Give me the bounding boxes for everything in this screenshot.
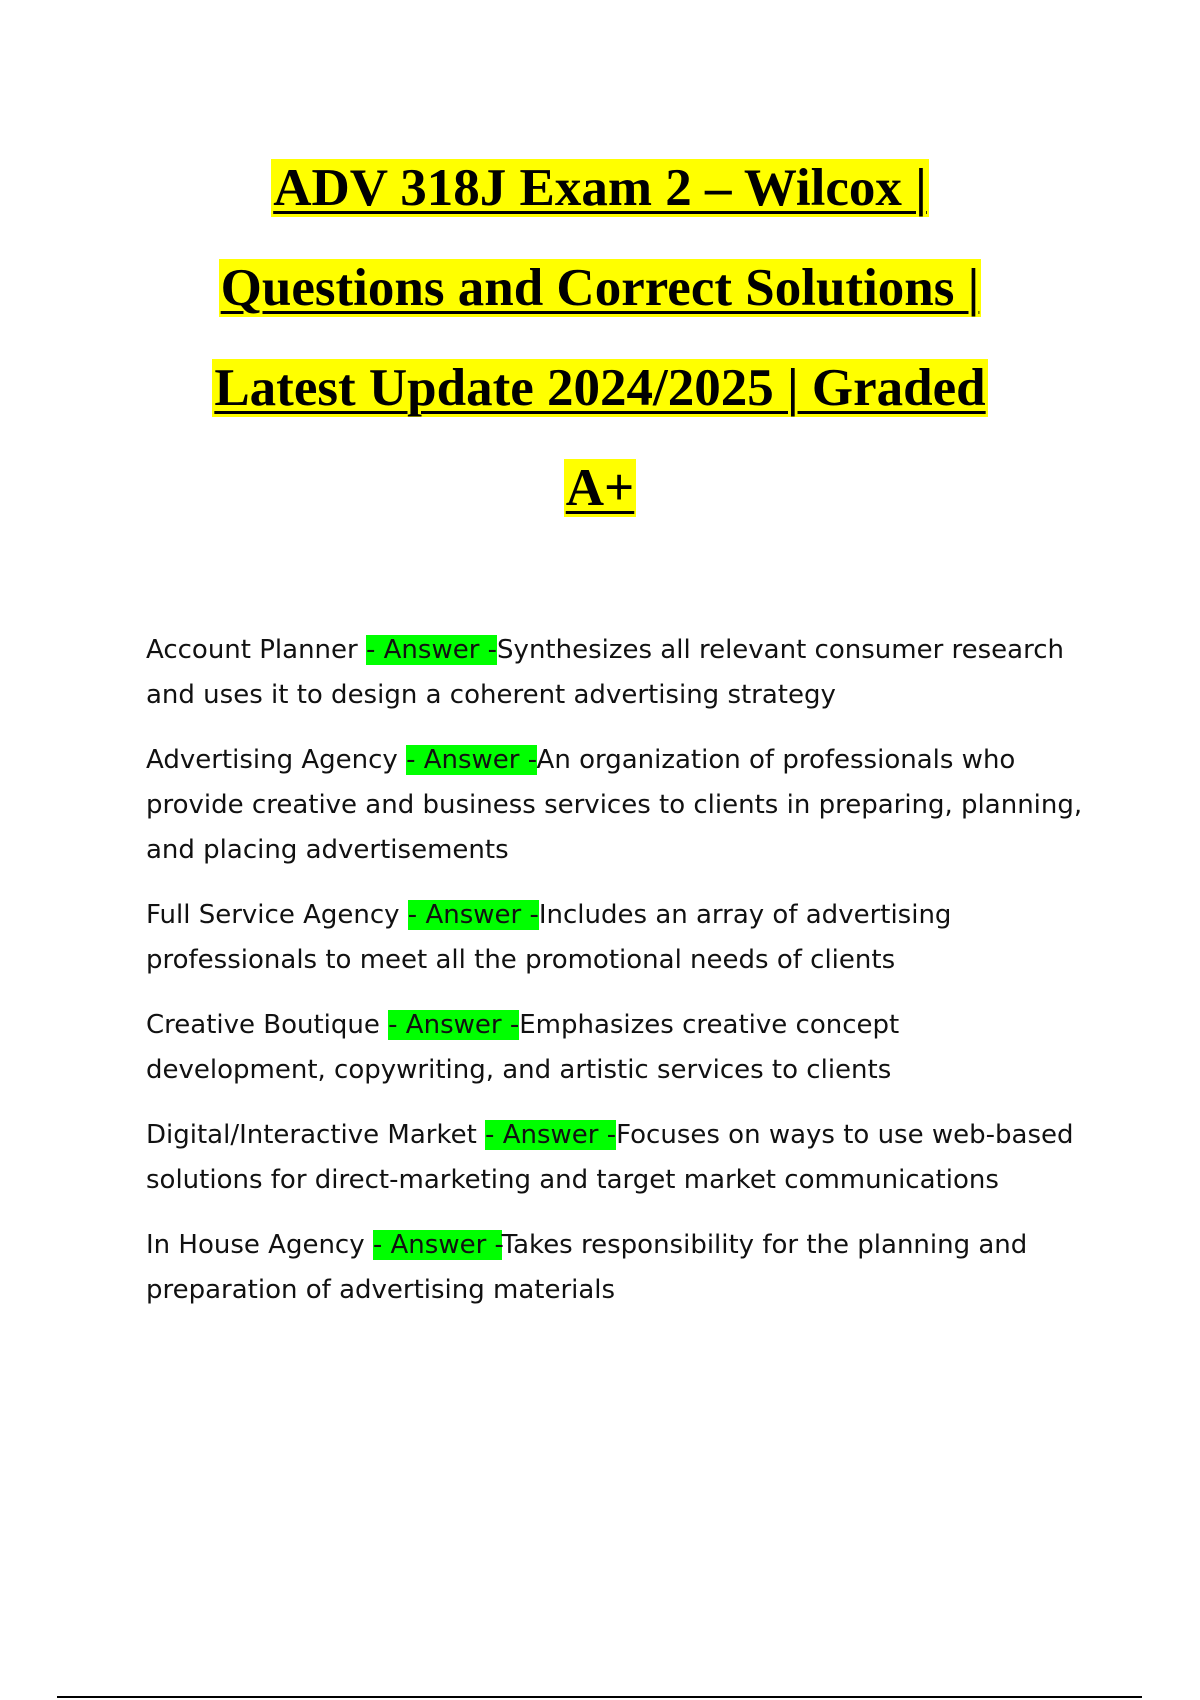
definition: Takes responsibility for the planning and preparation of advertising materials [146,1230,1028,1305]
term: Account Planner [146,635,366,665]
term-entry [146,1003,1086,1093]
answer-marker: - Answer - [485,1120,617,1150]
term-entry [146,893,1086,983]
title-line: A+ [565,459,635,517]
title-line: ADV 318J Exam 2 – Wilcox | [273,159,927,217]
term: Creative Boutique [146,1010,389,1040]
term-list [146,628,1086,1333]
term-entry [146,738,1086,873]
term-entry [146,1223,1086,1313]
definition: An organization of professionals who provide creative and business services to clients in preparing, planning, and placing advertisements [146,745,1083,865]
document-title [150,138,1050,538]
title-line: Latest Update 2024/2025 | Graded [214,359,986,417]
answer-marker: - Answer - [372,1230,502,1260]
title-line: Questions and Correct Solutions | [220,259,980,317]
term-entry [146,1113,1086,1203]
term-entry [146,628,1086,718]
answer-marker: - Answer - [406,745,537,775]
term: Full Service Agency [146,900,408,930]
term: Digital/Interactive Market [146,1120,486,1150]
definition: Emphasizes creative concept development, copywriting, and artistic services to clients [146,1010,900,1085]
term: Advertising Agency [146,745,407,775]
answer-marker: - Answer - [407,900,539,930]
answer-marker: - Answer - [388,1010,520,1040]
answer-marker: - Answer - [365,635,498,665]
definition: Includes an array of advertising professionals to meet all the promotional needs of clients [146,900,952,975]
footer-rule [57,1696,1142,1698]
definition: Focuses on ways to use web-based solutions for direct-marketing and target market communications [146,1120,1074,1195]
definition: Synthesizes all relevant consumer research and uses it to design a coherent advertising strategy [146,635,1065,710]
term: In House Agency [146,1230,373,1260]
